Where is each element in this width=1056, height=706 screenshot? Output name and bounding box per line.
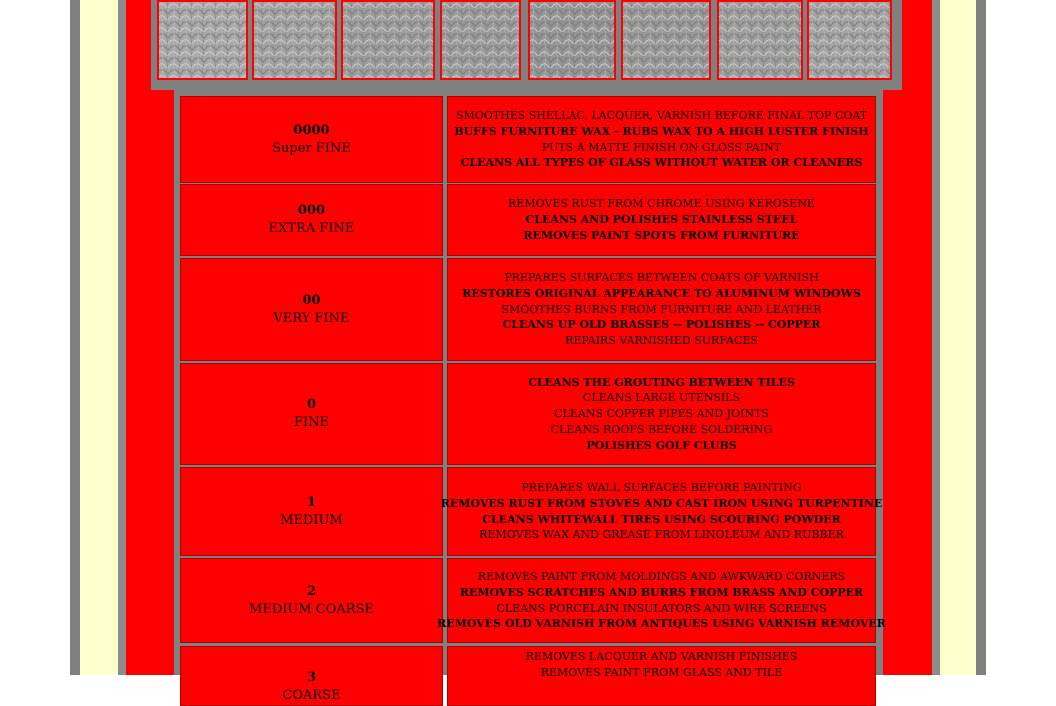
use-line: CLEANS THE GROUTING BETWEEN TILES — [528, 375, 795, 389]
grade-name: Super FINE — [272, 140, 351, 156]
use-line: PUTS A MATTE FINISH ON GLOSS PAINT — [541, 140, 782, 154]
use-line: SMOOTHES SHELLAC, LACQUER, VARNISH BEFORE FINAL TOP COAT — [455, 109, 868, 123]
steel-wool-swatch-0 — [440, 0, 521, 80]
use-line: REMOVES LACQUER AND VARNISH FINISHES — [525, 650, 798, 663]
steel-wool-swatch-00 — [341, 0, 435, 80]
use-line: CLEANS LARGE UTENSILS — [582, 391, 741, 405]
use-line: BUFFS FURNITURE WAX - RUBS WAX TO A HIGH LUSTER FINISH — [454, 124, 869, 138]
steel-wool-swatch-3 — [717, 0, 803, 80]
grade-cell — [180, 96, 443, 183]
grade-cell — [180, 258, 443, 361]
use-line: REMOVES OLD VARNISH FROM ANTIQUES USING VARNISH REMOVER — [437, 617, 886, 631]
use-line: PREPARES WALL SURFACES BEFORE PAINTING — [521, 481, 802, 495]
steel-wool-swatch-1 — [528, 0, 616, 80]
use-line: REMOVES PAINT SPOTS FROM FURNITURE — [523, 228, 800, 242]
uses-cell — [447, 258, 876, 361]
use-line: POLISHES GOLF CLUBS — [586, 438, 737, 452]
use-line: PREPARES SURFACES BETWEEN COATS OF VARNISH — [504, 271, 819, 285]
use-line: REPAIRS VARNISHED SURFACES — [565, 334, 758, 348]
grade-name: MEDIUM COARSE — [249, 601, 374, 617]
uses-cell — [447, 184, 876, 256]
grade-number: 2 — [306, 583, 317, 599]
grade-name: VERY FINE — [273, 310, 350, 326]
use-line: CLEANS UP OLD BRASSES -- POLISHES -- COPPER — [502, 318, 821, 332]
use-line: CLEANS COPPER PIPES AND JOINTS — [554, 407, 769, 421]
steel-wool-texture-strip — [151, 0, 902, 90]
use-line: REMOVES PAINT FROM GLASS AND TILE — [540, 665, 783, 679]
grade-cell — [180, 363, 443, 465]
steel-wool-swatch-2 — [621, 0, 711, 80]
use-line: CLEANS WHITEWALL TIRES USING SCOURING POWDER — [482, 512, 841, 526]
use-line: REMOVES PAINT FROM MOLDINGS AND AWKWARD CORNERS — [477, 570, 846, 584]
grade-name: COARSE — [282, 688, 341, 703]
grade-number: 00 — [302, 292, 321, 308]
grade-cell — [180, 646, 443, 706]
use-line: REMOVES SCRATCHES AND BURRS FROM BRASS AND COPPER — [459, 585, 864, 599]
use-line: REMOVES RUST FROM STOVES AND CAST IRON USING TURPENTINE — [440, 496, 883, 510]
steel-wool-swatch-000 — [252, 0, 337, 80]
grade-name: EXTRA FINE — [268, 221, 355, 236]
use-line: RESTORES ORIGINAL APPEARANCE TO ALUMINUM WINDOWS — [462, 286, 861, 300]
use-line: CLEANS PORCELAIN INSULATORS AND WIRE SCREENS — [496, 601, 827, 615]
grade-number: 1 — [306, 494, 317, 510]
use-line: CLEANS AND POLISHES STAINLESS STEEL — [525, 213, 798, 227]
steel-wool-swatch-0000 — [157, 0, 248, 80]
grade-number: 3 — [306, 670, 317, 685]
use-line: CLEANS ALL TYPES OF GLASS WITHOUT WATER OR CLEANERS — [460, 156, 863, 170]
uses-cell — [447, 646, 876, 706]
uses-cell — [440, 467, 883, 556]
use-line: REMOVES RUST FROM CHROME USING KEROSENE — [508, 197, 815, 211]
grade-cell — [180, 184, 443, 256]
grade-number: 0000 — [293, 122, 330, 138]
use-line: SMOOTHES BURNS FROM FURNITURE AND LEATHER — [501, 302, 822, 316]
use-line: REMOVES WAX AND GREASE FROM LINOLEUM AND RUBBER — [479, 528, 844, 542]
use-line: CLEANS ROOFS BEFORE SOLDERING — [550, 422, 773, 436]
steel-wool-swatch-4 — [807, 0, 892, 80]
grade-cell — [180, 467, 443, 556]
grade-name: MEDIUM — [280, 512, 343, 528]
uses-cell — [447, 363, 876, 465]
uses-cell — [447, 96, 876, 183]
grade-number: 0 — [306, 397, 317, 412]
grade-name: FINE — [293, 415, 330, 430]
uses-cell — [437, 558, 886, 643]
grade-number: 000 — [297, 203, 326, 218]
grade-cell — [180, 558, 443, 643]
